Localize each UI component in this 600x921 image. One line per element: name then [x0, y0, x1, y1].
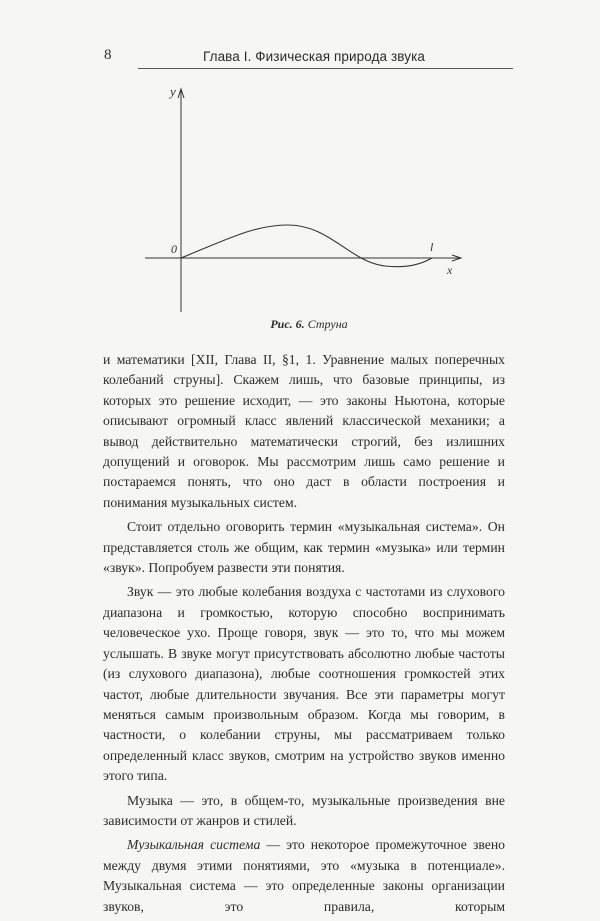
paragraph-3: Звук — это любые колебания воздуха с частотами из слухового диапазона и громкостью, которую способно воспринимать человеческое ухо. Проще говоря, звук — это то, что мы можем услышать. В звуке могут присутствовать абсолютно любые частоты (из слухового диапазона), любые соотношения громкостей этих частот, любые длительности звучания. Все эти параметры могут меняться самым произвольным образом. Когда мы говорим, в частности, о колебании струны, мы рассматриваем только определенный класс звуков, смотрим на устройство звуков именно этого типа.: [103, 584, 505, 784]
x-axis-label: x: [447, 263, 453, 277]
paragraph-5-text: — это некоторое промежуточное звено между двумя этими понятиями, это «музыка в потенциале». Музыкальная система — это определенные законы организации звуков, это правила, которым: [103, 837, 505, 914]
origin-label: 0: [171, 242, 177, 256]
string-figure: [0, 0, 600, 320]
figure-caption-number: Рис. 6.: [270, 317, 305, 331]
end-label: l: [430, 240, 434, 254]
figure-caption-title: Струна: [307, 317, 348, 331]
body-text: [103, 350, 505, 921]
paragraph-4: Музыка — это, в общем-то, музыкальные произведения вне зависимости от жанров и стилей.: [103, 792, 505, 828]
y-axis-label: y: [170, 84, 176, 99]
paragraph-2: Стоит отдельно оговорить термин «музыкальная система». Он представляется столь же общим, как термин «музыка» или термин «звук». Попробуем развести эти понятия.: [103, 519, 505, 576]
string-curve: [181, 225, 432, 267]
paragraph-5: [103, 835, 505, 917]
figure-caption: [0, 317, 600, 332]
page-number: 8: [104, 47, 112, 63]
running-title: Глава I. Физическая природа звука: [202, 49, 426, 64]
paragraph-1: и математики [XII, Глава II, §1, 1. Уравнение малых поперечных колебаний струны]. Скажем лишь, что базовые принципы, из которых это решение исходит, — это законы Ньютона, которые описывают огромный класс явлений классической механики; а вывод действительно математически строгий, без излишних допущений и оговорок. Мы рассмотрим лишь само решение и постараемся понять, что оно даст в области построения и понимания музыкальных систем.: [103, 352, 505, 510]
term-music-system: Музыкальная система: [127, 837, 261, 853]
